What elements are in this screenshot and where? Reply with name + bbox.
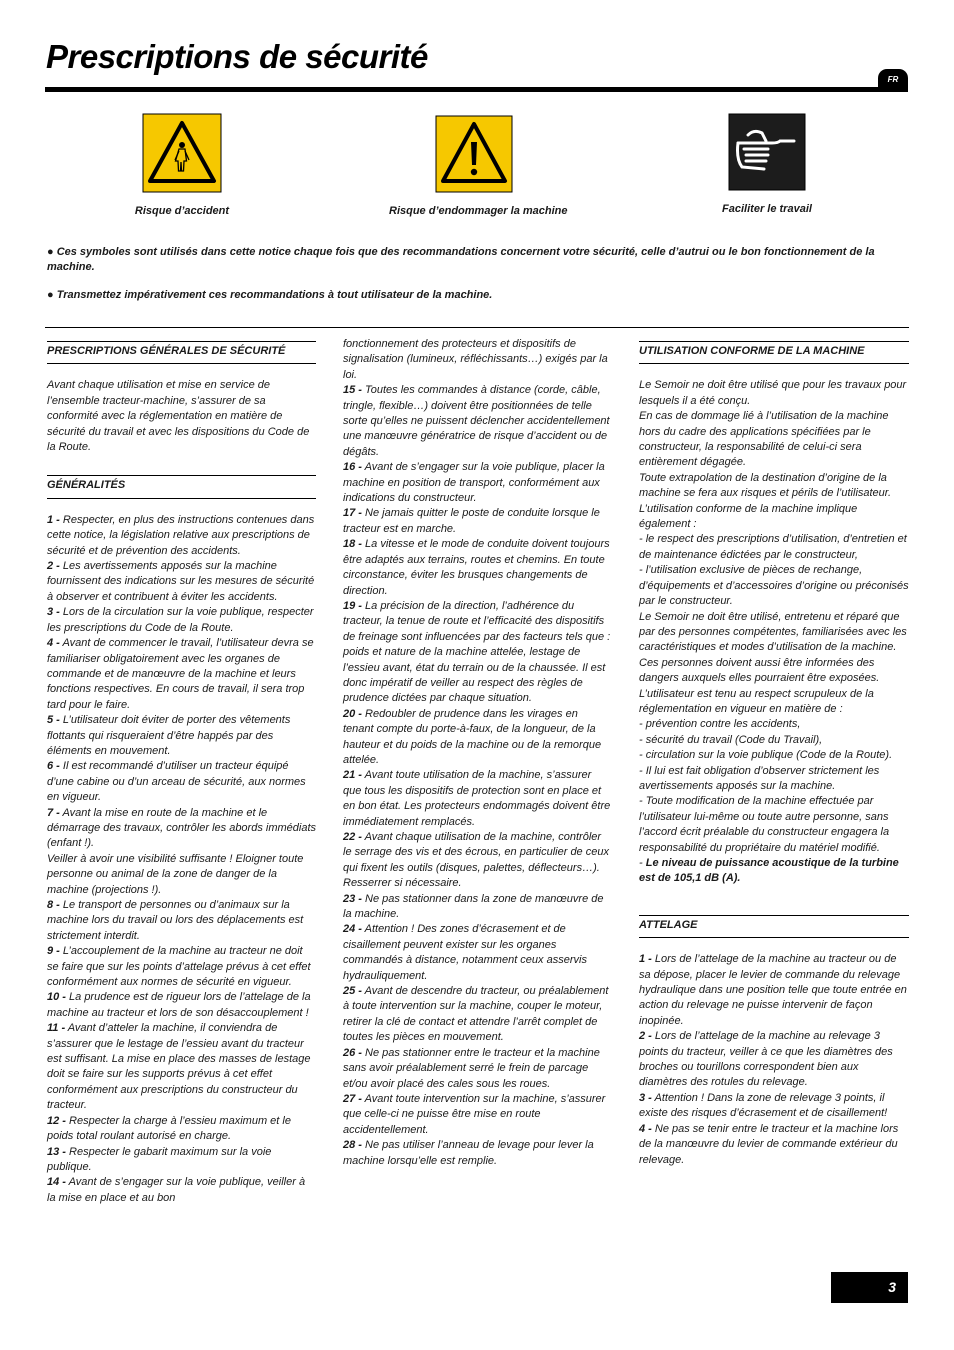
item-text: Il est recommandé d’utiliser un tracteur équipé d’une cabine ou d’un arceau de sécurité, aux normes en vigueur. [47, 760, 306, 804]
continued-paragraph: fonctionnement des protecteurs et dispositifs de signalisation (lumineux, réfléchissants…) exigés par la loi. [343, 338, 608, 381]
item-number: 7 - [47, 806, 60, 819]
numbered-item [639, 1091, 909, 1122]
item-text: La précision de la direction, l’adhérence du tracteur, la tenue de route et l’efficacité des dispositifs de freinage sont influencées par des facteurs tels que : poids et nature de la machine attelée, lestage de l’essieu avant, état du terrain ou de la chaussée. Il est donc impératif de veiller au respect des règles de prudence dictées par chaque situation. [343, 599, 611, 705]
numbered-item [343, 984, 611, 1046]
item-text: Avant chaque utilisation de la machine, contrôler le serrage des vis et des écrous, en particulier de ceux qui fixent les outils (disques, palettes, déflecteurs…). Resserrer si nécessaire. [343, 831, 609, 890]
numbered-item [343, 537, 611, 599]
item-number: 17 - [343, 507, 362, 520]
item-text: Lors de l’attelage de la machine au relevage 3 points du tracteur, veiller à ce que les diamètres des broches ou tourillons correspondent bien aux diamètres des rotules du relevage. [639, 1030, 893, 1089]
item-text: Respecter la charge à l’essieu maximum et le poids total roulant autorisé en charge. [47, 1114, 291, 1143]
numbered-item [47, 1114, 316, 1145]
item-text: Ne pas stationner dans la zone de manœuvre de la machine. [343, 892, 604, 921]
item-text: Ne pas utiliser l’anneau de levage pour lever la machine lorsqu’elle est remplie. [343, 1139, 594, 1167]
continued-list [343, 383, 611, 1169]
item-number: 14 - [47, 1176, 66, 1189]
item-number: 15 - [343, 384, 362, 397]
exclamation-warning-icon [435, 115, 513, 193]
item-text: Redoubler de prudence dans les virages en tenant compte du porte-à-faux, de la longueur, de la hauteur et du poids de la machine ou de la remorque attelée. [343, 707, 602, 766]
item-number: 10 - [47, 991, 66, 1004]
item-number: 19 - [343, 599, 362, 612]
coupling-list [639, 952, 909, 1168]
item-number: 16 - [343, 461, 362, 474]
numbered-item [47, 605, 316, 636]
bullet-transmit: ● Transmettez impérativement ces recommandations à tout utilisateur de la machine. [47, 289, 493, 301]
item-text: L’accouplement de la machine au tracteur ne doit se faire que sur les points d’attelage prévus à cet effet conformément aux normes de sécurité en vigueur. [47, 945, 311, 989]
item-text: Avant de commencer le travail, l’utilisateur devra se familiariser obligatoirement avec les organes de commande et de manœuvre de la machine et leurs fonctions respectives. En cours de travail, il sera trop tard pour le faire. [47, 637, 314, 711]
item-number: 3 - [639, 1091, 652, 1104]
item-text: Avant de s’engager sur la voie publique, placer la machine en position de transport, conformément aux indications du constructeur. [343, 461, 605, 505]
numbered-item [47, 559, 316, 605]
acoustic-level-note: - Le niveau de puissance acoustique de la turbine est de 105,1 dB (A). [639, 857, 899, 885]
item-text: Toutes les commandes à distance (corde, câble, tringle, flexible…) doivent être positionnées de telle sorte qu’elles ne puissent déclencher accidentellement une manœuvre génératrice de risque d’accident ou de dégâts. [343, 384, 610, 458]
item-number: 1 - [47, 513, 60, 526]
item-number: 4 - [639, 1122, 652, 1135]
intro-paragraph: Avant chaque utilisation et mise en service de l’ensemble tracteur-machine, s’assurer de sa conformité avec la réglementation en matière de sécurité du travail et avec les dispositions du Code de la Route. [47, 379, 310, 454]
numbered-item [343, 460, 611, 506]
item-number: 2 - [47, 560, 60, 573]
item-number: 2 - [639, 1030, 652, 1043]
page-number: 3 [831, 1272, 908, 1303]
item-number: 25 - [343, 985, 362, 998]
numbered-item [47, 1175, 316, 1206]
numbered-item [343, 830, 611, 892]
worker-hazard-icon [142, 113, 222, 193]
numbered-item [47, 1021, 316, 1113]
item-text: Avant d’atteler la machine, il conviendra de s’assurer que le lestage de l’essieu avant du tracteur est suffisant. La mise en place des masses de lestage doit se faire sur les supports prévus à cet effet conformément aux prescriptions du constructeur du tracteur. [47, 1022, 311, 1112]
numbered-item [47, 636, 316, 713]
item-text: Ne pas stationner entre le tracteur et la machine sans avoir préalablement serré le frein de parcage et/ou avoir placé des cales sous les roues. [343, 1046, 600, 1090]
item-text: Respecter, en plus des instructions contenues dans cette notice, la législation relative aux prescriptions de sécurité et de prévention des accidents. [47, 513, 315, 557]
numbered-item [343, 1138, 611, 1169]
item-number: 22 - [343, 831, 362, 843]
item-text: Attention ! Dans la zone de relevage 3 points, il existe des risques d’écrasement et de cisaillement! [639, 1091, 888, 1120]
generalities-list [47, 513, 316, 1206]
item-text: Attention ! Des zones d’écrasement et de cisaillement peuvent exister sur les organes commandés à distance, notamment ceux asservis hydrauliquement. [343, 923, 587, 982]
item-number: 18 - [343, 538, 362, 551]
page-title: Prescriptions de sécurité [46, 38, 428, 75]
bullet-symbols-usage: ● Ces symboles sont utilisés dans cette notice chaque fois que des recommandations concernent votre sécurité, celle d’autrui ou le bon fonctionnement de la machine. [47, 246, 875, 273]
heading-coupling: ATTELAGE [639, 915, 909, 938]
item-number: 3 - [47, 606, 60, 619]
numbered-item [47, 990, 316, 1021]
item-text: Lors de l’attelage de la machine au tracteur ou de sa dépose, placer le levier de commande du relevage hydraulique dans une position telle que toute entrée en action du relevage ne puisse intervenir de façon inopinée. [639, 953, 907, 1027]
heading-proper-use: UTILISATION CONFORME DE LA MACHINE [639, 341, 909, 364]
numbered-item [343, 1046, 611, 1092]
heading-generalities: GÉNÉRALITÉS [47, 475, 316, 498]
item-number: 24 - [343, 923, 362, 936]
item-number: 1 - [639, 953, 652, 966]
item-text: Ne jamais quitter le poste de conduite lorsque le tracteur est en marche. [343, 507, 600, 535]
column-continued-rules [343, 337, 611, 1169]
transmit-note [47, 288, 909, 303]
item-text: La prudence est de rigueur lors de l’attelage de la machine au tracteur et lors de son désaccouplement ! [47, 991, 311, 1019]
item-text: Avant toute utilisation de la machine, s’assurer que tous les dispositifs de protection sont en place et en bon état. Les protecteurs endommagés doivent être immédiatement remplacés. [343, 769, 611, 828]
item-number: 12 - [47, 1114, 66, 1127]
section-divider [45, 327, 909, 328]
column-general-safety [47, 341, 316, 1206]
item-text: Avant de s’engager sur la voie publique, veiller à la mise en place et au bon [47, 1176, 306, 1204]
numbered-item [47, 944, 316, 990]
numbered-item [47, 806, 316, 898]
title-rule [45, 87, 908, 92]
numbered-item [639, 952, 909, 1029]
language-tab: FR [878, 69, 908, 91]
symbol-label: Risque d’accident [134, 205, 230, 217]
numbered-item [343, 1092, 611, 1138]
item-number: 11 - [47, 1022, 66, 1035]
item-number: 8 - [47, 899, 60, 911]
item-number: 28 - [343, 1139, 362, 1152]
item-text: L’utilisateur doit éviter de porter des vêtements flottants qui risqueraient d’être happés par des éléments en mouvement. [47, 714, 291, 757]
item-text: La vitesse et le mode de conduite doivent toujours être adaptés aux terrains, routes et chemins. En toute circonstance, éviter les brusques changements de direction. [343, 538, 610, 597]
numbered-item [47, 1145, 316, 1176]
item-text: Ne pas se tenir entre le tracteur et la machine lors de la manœuvre du levier de commande extérieur du relevage. [639, 1122, 899, 1166]
numbered-item [47, 759, 316, 805]
item-text: Avant de descendre du tracteur, ou préalablement à toute intervention sur la machine, couper le moteur, retirer la clé de contact et attendre l’arrêt complet de toutes les pièces en mouvement. [343, 985, 609, 1044]
item-number: 13 - [47, 1145, 66, 1158]
numbered-item [47, 713, 316, 759]
item-number: 4 - [47, 637, 60, 650]
item-number: 27 - [343, 1092, 362, 1105]
item-text: Respecter le gabarit maximum sur la voie publique. [47, 1145, 272, 1173]
numbered-item [343, 506, 611, 537]
proper-use-text: Le Semoir ne doit être utilisé que pour les travaux pour lesquels il a été conçu. En cas de dommage lié à l’utilisation de la machine hors du cadre des applications spécifiées par le constructeur, la responsabilité de celui-ci sera entièrement dégagée. Toute extrapolation de la destination d’origine de la machine se fera aux risques et périls de l’utilisateur. L’utilisation conforme de la machine implique également : - le respect des prescriptions d’utilisation, d’entretien et de maintenance édictées par le constructeur, - l’utilisation exclusive de pièces de rechange, d’équipements et d’accessoires d’origine ou préconisés par le constructeur. Le Semoir ne doit être utilisé, entretenu et réparé que par des personnes compétentes, familiarisées avec les caractéristiques et modes d’utilisation de la machine. Ces personnes doivent aussi être informées des dangers auxquels elles pourraient être exposées. L’utilisateur est tenu au respect scrupuleux de la réglementation en vigueur en matière de : - prévention contre les accidents, - sécurité du travail (Code du Travail), - circulation sur la voie publique (Code de la Route). - Il lui est fait obligation d’observer strictement les avertissements apposés sur la machine. - Toute modification de la machine effectuée par l’utilisateur lui-même ou toute autre personne, sans l’accord écrit préalable du constructeur engagera la responsabilité du propriétaire du matériel modifié. [639, 379, 909, 854]
numbered-item [343, 707, 611, 769]
symbol-ease-work [682, 113, 852, 215]
item-number: 20 - [343, 707, 362, 720]
numbered-item [343, 892, 611, 923]
numbered-item [639, 1122, 909, 1168]
numbered-item [343, 383, 611, 460]
item-text: Lors de la circulation sur la voie publique, respecter les prescriptions du Code de la Route. [47, 606, 314, 634]
item-text: Avant toute intervention sur la machine, s’assurer que celle-ci ne puisse être mise en route accidentellement. [343, 1092, 606, 1136]
numbered-item [343, 768, 611, 830]
item-number: 5 - [47, 714, 60, 727]
symbol-accident-risk [97, 113, 267, 217]
numbered-item [343, 922, 611, 984]
item-number: 6 - [47, 760, 60, 773]
item-text: Les avertissements apposés sur la machine fournissent des indications sur les mesures de sécurité à observer et contribuent à éviter les accidents. [47, 560, 315, 603]
item-number: 26 - [343, 1046, 362, 1059]
numbered-item [47, 513, 316, 559]
item-text: Avant la mise en route de la machine et le démarrage des travaux, contrôler les abords immédiats (enfant !). Veiller à avoir une visibilité suffisante ! Eloigner toute personne ou animal de la zone de danger de la machine (projections !). [47, 806, 317, 896]
item-number: 9 - [47, 945, 60, 958]
numbered-item [639, 1029, 909, 1091]
symbol-machine-damage-risk [389, 115, 568, 217]
item-number: 21 - [343, 769, 362, 782]
item-number: 23 - [343, 892, 362, 905]
heading-general-safety: PRESCRIPTIONS GÉNÉRALES DE SÉCURITÉ [47, 341, 316, 364]
symbols-note [47, 245, 909, 274]
symbol-label: Risque d’endommager la machine [389, 205, 568, 217]
symbol-label: Faciliter le travail [722, 203, 812, 215]
pointing-hand-icon [728, 113, 806, 191]
column-usage-coupling [639, 341, 909, 1168]
numbered-item [343, 599, 611, 707]
item-text: Le transport de personnes ou d’animaux sur la machine lors du travail ou lors des déplacements est strictement interdit. [47, 899, 304, 942]
numbered-item [47, 898, 316, 944]
